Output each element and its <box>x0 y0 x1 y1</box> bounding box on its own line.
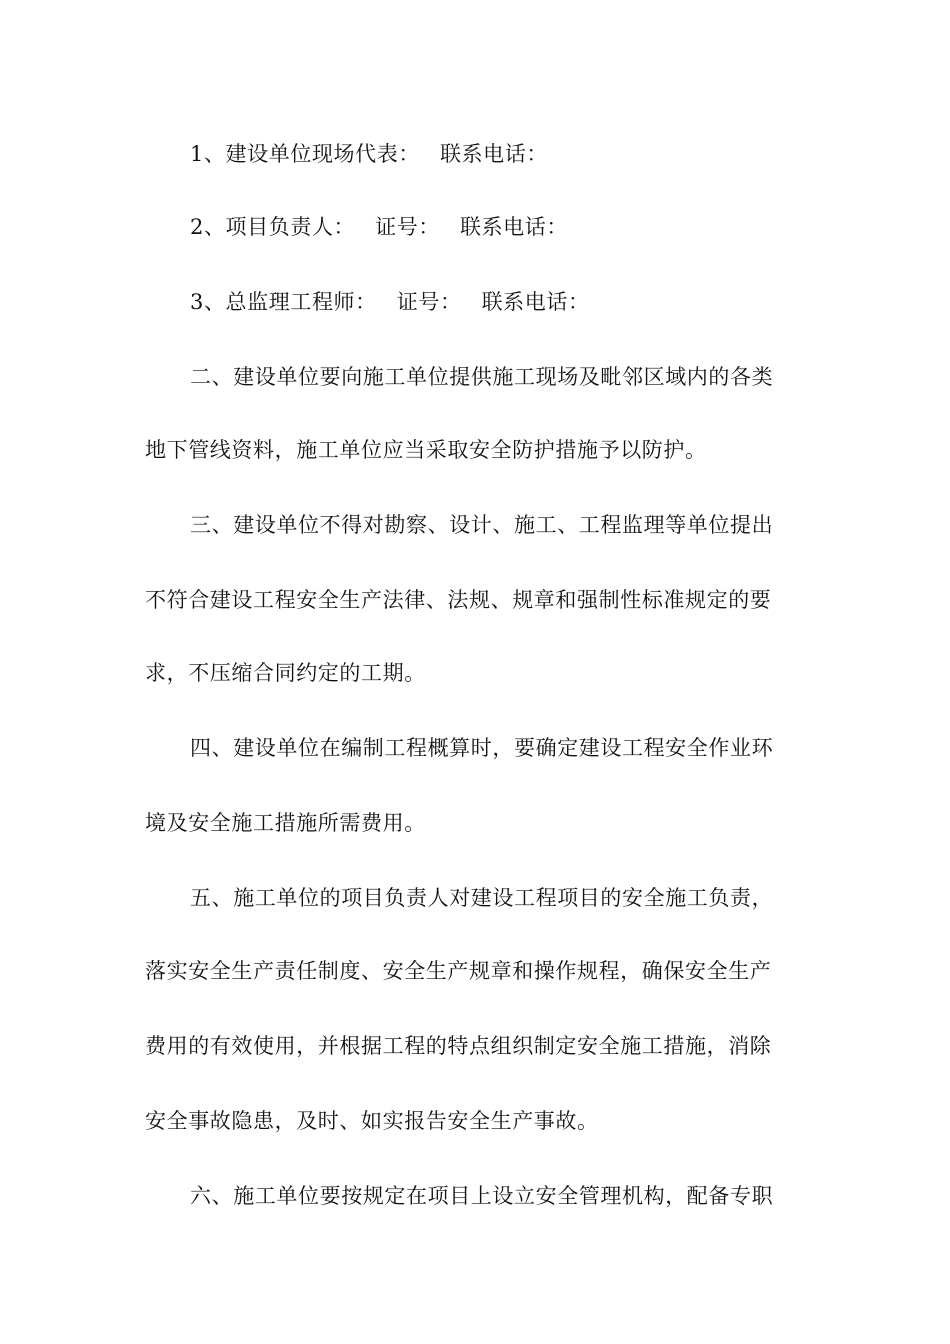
phone-label: 联系电话： <box>481 290 590 314</box>
paragraph-2-line-1: 二、建设单位要向施工单位提供施工现场及毗邻区域内的各类 <box>190 365 774 389</box>
site-representative-label: 1、建设单位现场代表： <box>190 142 420 166</box>
phone-label: 联系电话： <box>439 142 548 166</box>
certificate-label: 证号： <box>375 215 440 239</box>
paragraph-3-line-2: 不符合建设工程安全生产法律、法规、规章和强制性标准规定的要 <box>145 588 772 612</box>
paragraph-4-line-2: 境及安全施工措施所需费用。 <box>145 811 426 835</box>
contact-line-2 <box>190 212 810 242</box>
contact-line-3 <box>190 287 810 317</box>
paragraph-2-line-2: 地下管线资料，施工单位应当采取安全防护措施予以防护。 <box>145 438 707 462</box>
chief-supervisor-label: 3、总监理工程师： <box>190 290 377 314</box>
paragraph-4-line-1: 四、建设单位在编制工程概算时，要确定建设工程安全作业环 <box>190 736 774 760</box>
paragraph-3-line-3: 求，不压缩合同约定的工期。 <box>145 661 426 685</box>
phone-label: 联系电话： <box>459 215 568 239</box>
certificate-label: 证号： <box>396 290 462 314</box>
paragraph-5-line-2: 落实安全生产责任制度、安全生产规章和操作规程，确保安全生产 <box>145 959 772 983</box>
paragraph-6-line-1: 六、施工单位要按规定在项目上设立安全管理机构，配备专职 <box>190 1184 774 1208</box>
paragraph-5-line-4: 安全事故隐患，及时、如实报告安全生产事故。 <box>145 1109 599 1133</box>
paragraph-5-line-3: 费用的有效使用，并根据工程的特点组织制定安全施工措施，消除 <box>145 1034 772 1058</box>
paragraph-5-line-1: 五、施工单位的项目负责人对建设工程项目的安全施工负责， <box>190 886 774 910</box>
project-leader-label: 2、项目负责人： <box>190 215 356 239</box>
paragraph-3-line-1: 三、建设单位不得对勘察、设计、施工、工程监理等单位提出 <box>190 513 774 537</box>
contact-line-1 <box>190 139 810 169</box>
